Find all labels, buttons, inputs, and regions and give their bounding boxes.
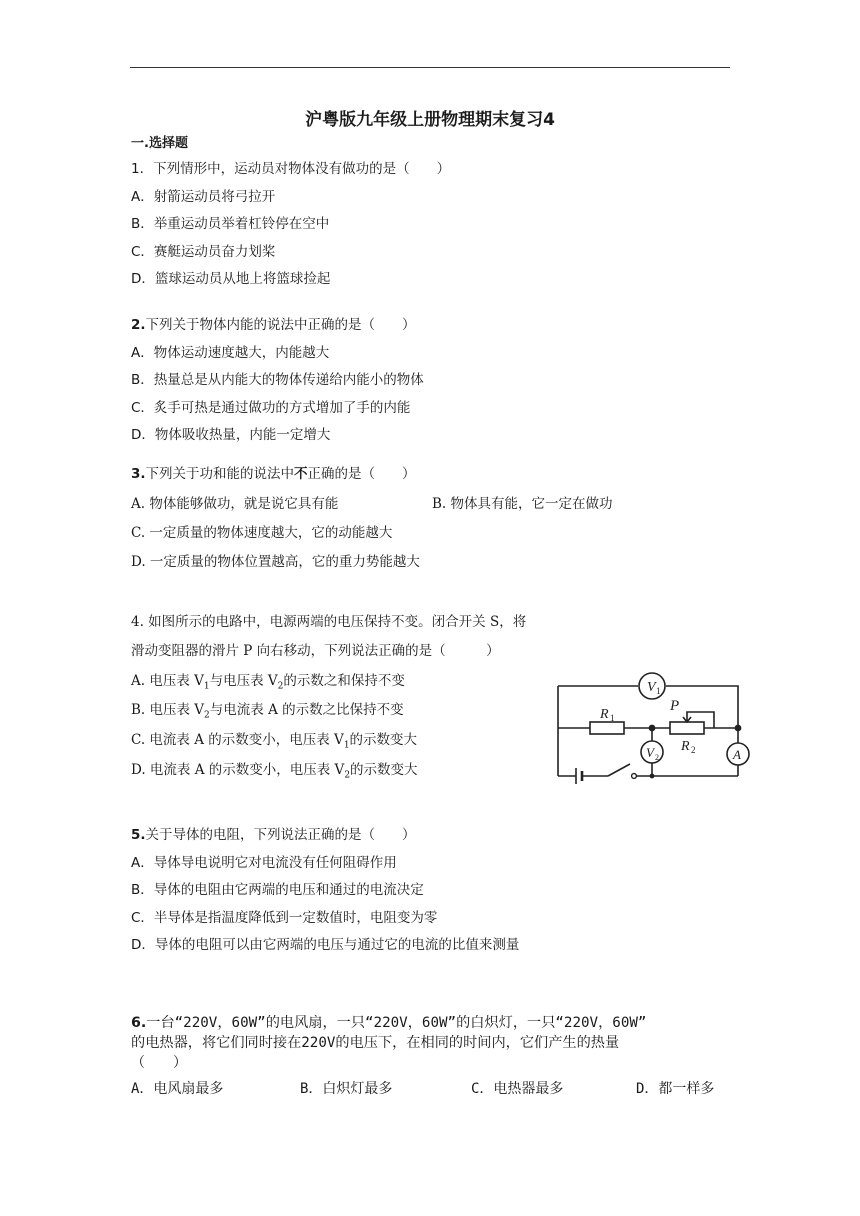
q3-stem-emphasis: 不: [294, 466, 308, 482]
r1-label: R: [600, 707, 609, 722]
q4-d-pre: D. 电流表 A 的示数变小，电压表 V: [131, 762, 345, 778]
r1-subscript: 1: [610, 713, 615, 723]
q5-stem: [131, 823, 416, 843]
q3-number: 3.: [131, 466, 146, 482]
q6-line3: （ ）: [131, 1055, 187, 1071]
q4-d-post: 的示数变大: [350, 762, 418, 778]
ammeter-label: A: [733, 747, 741, 762]
v1-label: V: [647, 680, 656, 695]
page-title: 沪粤版九年级上册物理期末复习4: [305, 110, 555, 130]
junction-node-bottom: [650, 774, 655, 779]
q6-option-b: B．白炽灯最多: [300, 1081, 393, 1097]
q6-number: 6.: [131, 1015, 147, 1031]
q2-option-a: A．物体运动速度越大，内能越大: [131, 345, 330, 361]
q5-number: 5.: [131, 827, 146, 843]
q6-option-a: A．电风扇最多: [131, 1081, 224, 1097]
q5-option-b: B．导体的电阻由它两端的电压和通过的电流决定: [131, 882, 424, 898]
q2-stem: [131, 313, 416, 333]
v2-subscript: 2: [655, 753, 659, 762]
q3-option-a: A. 物体能够做功，就是说它具有能: [131, 496, 339, 512]
q4-stem-line2: 滑动变阻器的滑片 P 向右移动，下列说法正确的是（ ）: [131, 643, 500, 659]
q2-option-c: C．炙手可热是通过做功的方式增加了手的内能: [131, 400, 411, 416]
q5-option-d: D．导体的电阻可以由它两端的电压与通过它的电流的比值来测量: [131, 937, 520, 953]
q4-d-sub1: 2: [344, 770, 351, 781]
q6-option-c: C．电热器最多: [471, 1081, 564, 1097]
q1-option-d: D．篮球运动员从地上将篮球捡起: [131, 271, 331, 287]
q1-option-b: B．举重运动员举着杠铃停在空中: [131, 216, 330, 232]
q4-c-pre: C. 电流表 A 的示数变小，电压表 V: [131, 732, 344, 748]
v2-label: V: [646, 745, 654, 760]
q5-option-a: A．导体导电说明它对电流没有任何阻碍作用: [131, 855, 397, 871]
r2-subscript: 2: [691, 745, 696, 755]
q4-a-post: 的示数之和保持不变: [283, 673, 405, 689]
circuit-diagram: [548, 668, 758, 788]
r2-label: R: [681, 739, 690, 754]
resistor-r1: [590, 722, 624, 734]
q6-option-d: D．都一样多: [636, 1081, 715, 1097]
q5-stem-text: 关于导体的电阻，下列说法正确的是（ ）: [145, 827, 416, 843]
switch-contact: [632, 774, 637, 779]
q4-option-a: [131, 669, 405, 692]
q1-option-a: A．射箭运动员将弓拉开: [131, 189, 276, 205]
q3-stem-b: 正确的是（ ）: [307, 466, 416, 482]
q6-line1-text: 一台“220V，60W”的电风扇，一只“220V，60W”的白炽灯，一只“220V，60W”: [146, 1015, 647, 1031]
q2-option-d: D．物体吸收热量，内能一定增大: [131, 427, 331, 443]
q6-line2: 的电热器，将它们同时接在220V的电压下，在相同的时间内，它们产生的热量: [131, 1035, 620, 1051]
q6-line1: [131, 1012, 646, 1032]
q1-stem: 1．下列情形中，运动员对物体没有做功的是（ ）: [131, 161, 451, 177]
q3-option-c: C. 一定质量的物体速度越大，它的动能越大: [131, 525, 393, 541]
header-rule: [130, 67, 730, 68]
q4-a-pre: A. 电压表 V: [131, 673, 204, 689]
section-heading: 一.选择题: [131, 136, 188, 151]
q5-option-c: C．半导体是指温度降低到一定数值时，电阻变为零: [131, 910, 438, 926]
q2-option-b: B．热量总是从内能大的物体传递给内能小的物体: [131, 372, 424, 388]
q3-stem-a: 下列关于功和能的说法中: [145, 466, 295, 482]
q4-b-post: 与电流表 A 的示数之比保持不变: [209, 702, 404, 718]
q4-stem-line1: 4. 如图所示的电路中，电源两端的电压保持不变。闭合开关 S，将: [131, 614, 527, 630]
q4-b-sub1: 2: [204, 710, 210, 721]
q4-a-sub2: 2: [277, 681, 284, 692]
q4-a-sub1: 1: [203, 681, 210, 692]
v1-subscript: 1: [656, 686, 661, 696]
q4-c-post: 的示数变大: [349, 732, 418, 748]
q4-option-b: [131, 698, 404, 721]
q3-stem: [131, 462, 416, 482]
q4-c-sub1: 1: [343, 740, 350, 751]
q2-stem-text: 下列关于物体内能的说法中正确的是（ ）: [145, 317, 416, 333]
switch-blade: [608, 764, 630, 776]
q3-option-b: B. 物体具有能，它一定在做功: [432, 496, 613, 512]
q3-option-d: D. 一定质量的物体位置越高，它的重力势能越大: [131, 554, 420, 570]
resistor-r2: [670, 722, 704, 734]
slider-wire: [687, 712, 714, 728]
q4-option-d: [131, 758, 418, 781]
q4-a-mid: 与电压表 V: [209, 673, 278, 689]
q1-option-c: C．赛艇运动员奋力划桨: [131, 244, 276, 260]
q2-number: 2.: [131, 317, 146, 333]
slider-p-label: P: [670, 698, 680, 714]
q4-option-c: [131, 728, 417, 751]
q4-b-pre: B. 电压表 V: [131, 702, 205, 718]
